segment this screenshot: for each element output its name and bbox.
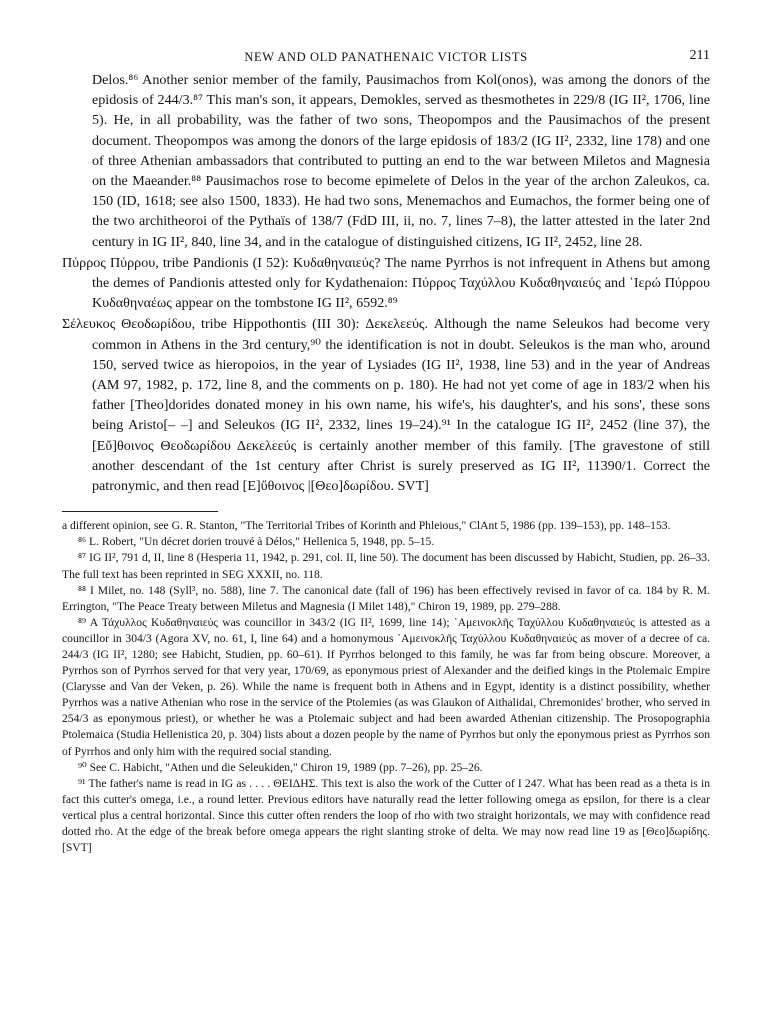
body-text xyxy=(62,70,710,252)
running-title: NEW AND OLD PANATHENAIC VICTOR LISTS xyxy=(244,50,528,64)
entry-seleukos: Σέλευκος Θεοδωρίδου, tribe Hippothontis (III 30): Δεκελεεύς. Although the name Seleukos had become very common in Athens in the 3rd century,⁹⁰ the identification is not in doubt. Seleukos is the man who, around 150, served twice as hieropoios, in the year of Lysiades (IG II², 1938, line 53) and in the year of Andreas (AM 97, 1982, p. 172, line 8, and the comments on p. 180). He had not yet come of age in 183/2 when his father [Theo]dorides donated money in his own name, his wife's, his daughter's, and his sons', these sons being Aristo[– –] and Seleukos (IG II², 2332, lines 19–24).⁹¹ In the catalogue IG II², 2452 (line 37), the [Εὔ]θοινος Θεοδωρίδου Δεκελεεύς is certainly another member of this family. [The gravestone of still another descendant of the 1st century after Christ is surely preserved as IG II², 11390/1. Correct the patronymic, and then read [Ε]ὔθοινος |[Θεο]δωρίδου. SVT] xyxy=(62,316,710,495)
footnote-divider xyxy=(62,511,218,512)
footnote-91: ⁹¹ The father's name is read in IG as . . . . ΘΕΙΔΗΣ. This text is also the work of the Cutter of I 247. What has been read as a theta is in fact this cutter's omega, i.e., a round letter. Previous editors have naturally read the letter following omega as epsilon, for there is a clear vertical plus a central horizontal. Since this cutter often renders the loop of rho with two straight horizontals, we may with confidence read dotted rho. At the edge of the break before omega appears the right slanting stroke of delta. We may now read line 19 as [Θεο]δωρίδης. [SVT] xyxy=(62,776,710,855)
footnote-88: ⁸⁸ I Milet, no. 148 (Syll³, no. 588), line 7. The canonical date (fall of 196) has been effectively revised in favor of ca. 184 by R. M. Errington, "The Peace Treaty between Miletus and Magnesia (I Milet 148)," Chiron 19, 1989, pp. 279–288. xyxy=(62,583,710,613)
footnote-continued: a different opinion, see G. R. Stanton, "The Territorial Tribes of Korinth and Phleious," ClAnt 5, 1986 (pp. 139–153), pp. 148–153. xyxy=(62,519,671,533)
entry-pyrrhos: Πύρρος Πύρρου, tribe Pandionis (I 52): Κυδαθηναιεύς? The name Pyrrhos is not infrequent in Athens but among the demes of Pandionis attested only for Kydathenaion: Πύρρος Ταχύλλου Κυδαθηναιεύς and ῾Ιερώ Πύρρου Κυδαθηναέως appear on the tombstone IG II², 6592.⁸⁹ xyxy=(62,254,710,312)
footnote-89: ⁸⁹ A Τάχυλλος Κυδαθηναιεύς was councillor in 343/2 (IG II², 1699, line 14); ᾿Αμεινοκλῆς Ταχύλλου Κυδαθηναιεύς is attested as a councillor in 304/3 (Agora XV, no. 61, I, line 64) and a homonymous ᾿Αμεινοκλῆς Ταχύλλου Κυδαθηναιεύς as mover of a decree of ca. 244/3 (IG II², 1280; see Habicht, Studien, pp. 60–61). If Pyrrhos belonged to this family, he was far from being obscure. Moreover, a Pyrrhos son of Pyrrhos served for that very year, 170/69, as eponymous priest of Alexander and the deified kings in the Ptolemaic Empire (Clarysse and Van der Veken, p. 26). While the name is frequent both in Athens and in Egypt, identity is a distinct possibility, whether Pyrrhos was a native Athenian who rose in the service of the Ptolemies (as was Glaukon of Aithalidai, Chremonides' brother, who served in 254/3 as eponymous priest), or whether he was a Ptolemaic subject and had been awarded Athenian citizenship. The Prosopographia Ptolemaica (Studia Hellenistica 20, p. 304) lists about a dozen people by the name of Pyrrhos but only the eponymous priest as Pyrrhos son of Pyrrhos and only him with the required social standing. xyxy=(62,615,710,758)
page xyxy=(62,48,710,856)
page-number: 211 xyxy=(689,48,710,63)
paragraph-delos: Delos.⁸⁶ Another senior member of the family, Pausimachos from Kol(onos), was among the donors of the epidosis of 244/3.⁸⁷ This man's son, it appears, Demokles, served as thesmothetes in 229/8 (IG II², 1706, line 5). He, in all probability, was the father of two sons, Theopompos and the Pausimachos of the present document. Theopompos was among the donors of the large epidosis of 183/2 (IG II², 2332, line 178) and one of three Athenian ambassadors that contributed to putting an end to the war between Miletos and Magnesia on the Maeander.⁸⁸ Pausimachos rose to become epimelete of Delos in the year of the archon Zaleukos, ca. 150 (ID, 1618; see also 1500, 1833). He had two sons, Menemachos and Eumachos, the former being one of the two architheoroi of the Pythaïs of 138/7 (FdD III, ii, no. 7, lines 7–8), the latter attested in the later 2nd century in IG II², 840, line 34, and in the catalogue of distinguished citizens, IG II², 2452, line 28. xyxy=(92,72,710,250)
footnote-86: ⁸⁶ L. Robert, "Un décret dorien trouvé à Délos," Hellenica 5, 1948, pp. 5–15. xyxy=(78,535,435,549)
footnote-87: ⁸⁷ IG II², 791 d, II, line 8 (Hesperia 11, 1942, p. 291, col. II, line 50). The document has been discussed by Habicht, Studien, pp. 26–33. The full text has been reprinted in SEG XXXII, no. 118. xyxy=(62,551,710,581)
footnotes xyxy=(62,518,710,856)
running-header xyxy=(62,48,710,70)
footnote-90: ⁹⁰ See C. Habicht, "Athen und die Seleukiden," Chiron 19, 1989 (pp. 7–26), pp. 25–26. xyxy=(78,760,483,774)
